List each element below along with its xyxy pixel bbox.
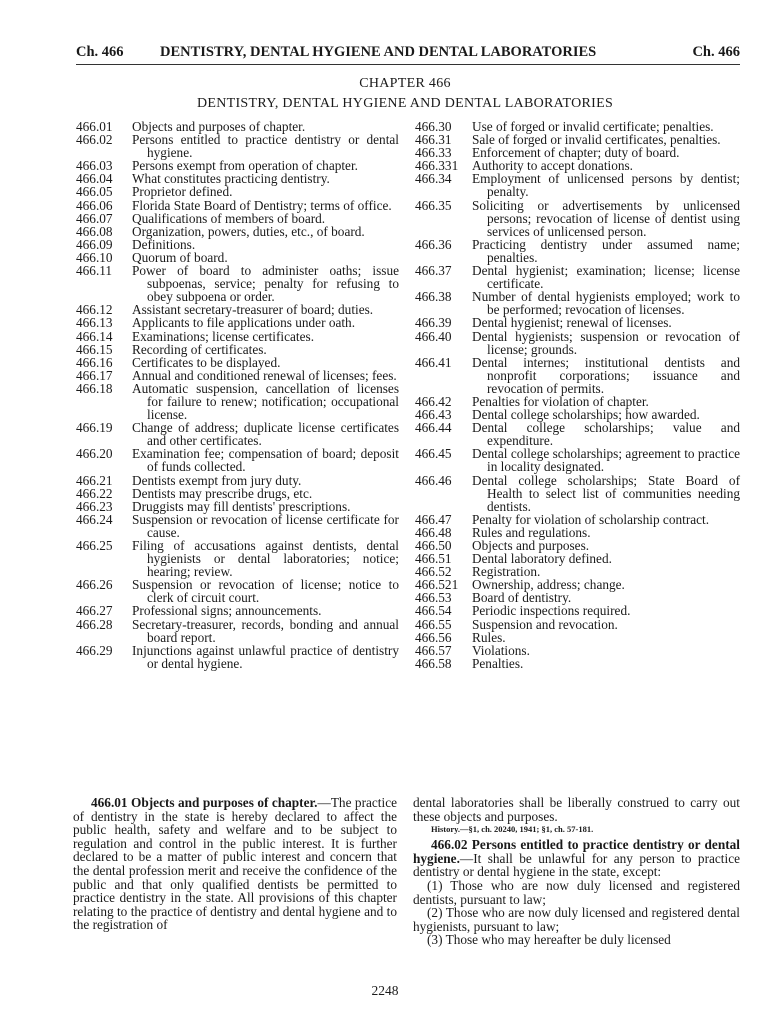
toc-entry: [76, 513, 399, 539]
section-466-02-item-3: (3) Those who may hereafter be duly licensed: [427, 932, 671, 948]
toc-entry: [415, 330, 740, 356]
toc-section-number: 466.35: [415, 197, 452, 213]
toc-section-number: 466.53: [415, 590, 452, 606]
toc-section-number: 466.57: [415, 642, 452, 658]
toc-section-title: Change of address; duplicate license certificates and other certificates.: [132, 420, 399, 449]
toc-section-title: Applicants to file applications under oath.: [132, 315, 356, 331]
toc-section-title: Board of dentistry.: [472, 590, 572, 606]
toc-entry: [76, 356, 399, 369]
toc-entry: [76, 618, 399, 644]
header-rule: [76, 64, 740, 65]
toc-entry: [415, 657, 740, 670]
toc-section-number: 466.33: [415, 145, 452, 161]
toc-section-number: 466.12: [76, 302, 113, 318]
toc-section-title: Rules and regulations.: [472, 524, 591, 540]
toc-section-title: Dental college scholarships; State Board of Health to select list of communities needing dentists.: [472, 472, 740, 514]
toc-section-number: 466.43: [415, 407, 452, 423]
toc-entry: [76, 369, 399, 382]
toc-entry: [76, 539, 399, 578]
toc-entry: [76, 199, 399, 212]
toc-section-number: 466.45: [415, 446, 452, 462]
toc-section-number: 466.02: [76, 132, 113, 148]
toc-section-title: Periodic inspections required.: [472, 603, 631, 619]
toc-section-title: Power of board to administer oaths; issue subpoenas, service; penalty for refusing to obey subpoena or order.: [132, 263, 399, 305]
chapter-title: DENTISTRY, DENTAL HYGIENE AND DENTAL LABORATORIES: [196, 96, 614, 111]
history-note: History.—§1, ch. 20240, 1941; §1, ch. 57-181.: [431, 824, 594, 835]
toc-section-title: Dental hygienist; renewal of licenses.: [472, 315, 672, 331]
toc-section-number: 466.44: [415, 420, 452, 436]
toc-entry: [415, 552, 740, 565]
toc-entry: [76, 185, 399, 198]
toc-section-title: Employment of unlicensed persons by dentist; penalty.: [472, 171, 740, 200]
toc-entry: [415, 513, 740, 526]
toc-entry: [76, 212, 399, 225]
toc-section-number: 466.21: [76, 472, 113, 488]
toc-section-number: 466.27: [76, 603, 113, 619]
header-chapter-right: Ch. 466: [692, 44, 740, 60]
header-title: DENTISTRY, DENTAL HYGIENE AND DENTAL LABORATORIES: [160, 44, 597, 60]
toc-entry: [415, 421, 740, 447]
chapter-number: CHAPTER 466: [359, 76, 451, 91]
toc-entry: [76, 644, 399, 670]
toc-entry: [415, 356, 740, 395]
toc-entry: [415, 238, 740, 264]
toc-section-number: 466.51: [415, 551, 452, 567]
section-466-01-continued: dental laboratories shall be liberally construed to carry out these objects and purposes.: [413, 795, 740, 824]
toc-section-title: Enforcement of chapter; duty of board.: [472, 145, 680, 161]
toc-section-number: 466.09: [76, 236, 113, 252]
toc-section-number: 466.17: [76, 367, 113, 383]
body-right-column: [413, 796, 740, 947]
toc-section-number: 466.06: [76, 197, 113, 213]
section-466-01-paragraph: [73, 796, 397, 932]
em-dash: —: [317, 795, 331, 810]
toc-entry: [415, 474, 740, 513]
toc-section-title: Secretary-treasurer, records, bonding and annual board report.: [132, 616, 399, 645]
section-466-02-item-1: (1) Those who are now duly licensed and registered dentists, pursuant to law;: [413, 877, 740, 907]
toc-entry: [76, 172, 399, 185]
toc-section-title: Suspension and revocation.: [472, 616, 618, 632]
toc-section-title: Authority to accept donations.: [472, 158, 634, 174]
toc-section-title: Number of dental hygienists employed; work to be performed; revocation of licenses.: [472, 289, 740, 318]
toc-section-number: 466.58: [415, 655, 452, 671]
toc-entry: [76, 604, 399, 617]
toc-section-title: Ownership, address; change.: [472, 577, 625, 593]
toc-section-number: 466.03: [76, 158, 113, 174]
toc-entry: [76, 447, 399, 473]
toc-section-number: 466.01: [76, 119, 113, 134]
toc-entry: [415, 578, 740, 591]
toc-section-title: Penalties for violation of chapter.: [472, 393, 649, 409]
toc-section-title: Quorum of board.: [132, 249, 228, 265]
toc-section-number: 466.20: [76, 446, 113, 462]
toc-entry: [76, 238, 399, 251]
toc-entry: [415, 264, 740, 290]
toc-section-title: Examination fee; compensation of board; deposit of funds collected.: [132, 446, 399, 475]
toc-section-title: Penalties.: [472, 655, 524, 671]
toc-section-title: Suspension or revocation of license; notice to clerk of circuit court.: [132, 577, 399, 606]
toc-section-number: 466.18: [76, 380, 113, 396]
toc-section-number: 466.22: [76, 485, 113, 501]
running-header: [76, 44, 740, 64]
toc-entry: [76, 487, 399, 500]
toc-section-title: Violations.: [472, 642, 530, 658]
toc-section-number: 466.07: [76, 210, 113, 226]
toc-section-number: 466.11: [76, 263, 113, 279]
toc-entry: [415, 172, 740, 198]
toc-section-number: 466.521: [415, 577, 459, 593]
toc-entry: [415, 447, 740, 473]
toc-section-title: Recording of certificates.: [132, 341, 267, 357]
section-466-02-heading: 466.02 Persons entitled to practice dentistry or dental hygiene.: [413, 837, 740, 866]
toc-section-number: 466.14: [76, 328, 113, 344]
toc-section-title: Sale of forged or invalid certificates, penalties.: [472, 132, 721, 148]
toc-section-title: Injunctions against unlawful practice of dentistry or dental hygiene.: [132, 642, 399, 671]
toc-section-number: 466.26: [76, 577, 113, 593]
toc-section-title: Rules.: [472, 629, 506, 645]
toc-entry: [415, 618, 740, 631]
section-466-01-heading: 466.01 Objects and purposes of chapter.: [91, 795, 318, 810]
section-466-01-text: The practice of dentistry in the state is hereby declared to affect the public health, safety and welfare and to be subject to regulation and control in the public interest. It is further declared to be a matter of public interest and concern that the dental profession merit and receive the confidence of the public and that only qualified dentists be permitted to practice dentistry in the state. All provisions of this chapter relating to the practice of dentistry and dental hygiene and to the registration of: [73, 795, 397, 933]
toc-section-number: 466.15: [76, 341, 113, 357]
toc-section-title: Dentists may prescribe drugs, etc.: [132, 485, 313, 501]
toc-section-number: 466.38: [415, 289, 452, 305]
toc-section-number: 466.08: [76, 223, 113, 239]
toc-section-title: Proprietor defined.: [132, 184, 233, 200]
toc-section-title: Dental college scholarships; agreement to practice in locality designated.: [472, 446, 740, 475]
toc-section-title: Penalty for violation of scholarship contract.: [472, 511, 710, 527]
toc-section-number: 466.34: [415, 171, 452, 187]
section-466-02-item-2: (2) Those who are now duly licensed and registered dental hygienists, pursuant to law;: [413, 905, 740, 934]
toc-section-title: Definitions.: [132, 236, 196, 252]
toc-section-number: 466.16: [76, 354, 113, 370]
toc-section-title: Persons entitled to practice dentistry or dental hygiene.: [132, 132, 399, 161]
toc-section-number: 466.30: [415, 119, 452, 134]
toc-section-number: 466.52: [415, 564, 452, 580]
em-dash: —: [459, 850, 474, 866]
toc-entry: [415, 290, 740, 316]
toc-section-title: Certificates to be displayed.: [132, 354, 281, 370]
toc-section-number: 466.19: [76, 420, 113, 436]
toc-section-title: Dental internes; institutional dentists and nonprofit corporations; issuance and revocation of permits.: [472, 354, 740, 396]
toc-section-number: 466.37: [415, 263, 452, 279]
toc-section-title: Soliciting or advertisements by unlicensed persons; revocation of license of dentist using services of unlicensed person.: [472, 197, 740, 239]
toc-section-number: 466.56: [415, 629, 452, 645]
toc-section-title: Suspension or revocation of license certificate for cause.: [132, 511, 399, 540]
toc-section-title: Dentists exempt from jury duty.: [132, 472, 302, 488]
header-chapter-left: Ch. 466: [76, 44, 124, 60]
toc-section-title: Florida State Board of Dentistry; terms of office.: [132, 197, 392, 213]
toc-section-number: 466.55: [415, 616, 452, 632]
toc-section-title: Dental hygienist; examination; license; license certificate.: [472, 263, 740, 292]
section-466-02-text: It shall be unlawful for any person to practice dentistry or dental hygiene in the state, except:: [413, 850, 740, 880]
toc-section-number: 466.48: [415, 524, 452, 540]
toc-entry: [76, 578, 399, 604]
toc-section-number: 466.25: [76, 538, 113, 553]
toc-entry: [76, 343, 399, 356]
toc-entry: [415, 631, 740, 644]
toc-section-number: 466.28: [76, 616, 113, 632]
toc-section-number: 466.04: [76, 171, 113, 187]
toc-section-title: Use of forged or invalid certificate; penalties.: [472, 119, 714, 134]
toc-section-number: 466.40: [415, 328, 452, 344]
toc-entry: [415, 644, 740, 657]
toc-section-number: 466.50: [415, 538, 452, 553]
toc-entry: [76, 264, 399, 303]
toc-section-number: 466.47: [415, 511, 452, 527]
toc-section-number: 466.54: [415, 603, 452, 619]
toc-section-title: Examinations; license certificates.: [132, 328, 315, 344]
toc-section-number: 466.46: [415, 472, 452, 488]
toc-entry: [76, 382, 399, 421]
toc-section-title: Qualifications of members of board.: [132, 210, 326, 226]
toc-entry: [76, 421, 399, 447]
section-466-02-paragraph: [413, 838, 740, 879]
toc-section-title: Dental college scholarships; how awarded.: [472, 407, 700, 423]
toc-entry: [415, 604, 740, 617]
toc-section-number: 466.331: [415, 158, 459, 174]
toc-section-title: Automatic suspension, cancellation of licenses for failure to renew; notification; occupational license.: [132, 380, 399, 423]
toc-section-number: 466.29: [76, 642, 113, 658]
toc-section-number: 466.39: [415, 315, 452, 331]
toc-section-title: Dental college scholarships; value and expenditure.: [472, 420, 740, 449]
toc-section-title: Registration.: [472, 564, 541, 580]
toc-entry: [76, 316, 399, 329]
toc-section-number: 466.23: [76, 498, 113, 514]
toc-entry: [76, 225, 399, 238]
toc-entry: [76, 474, 399, 487]
toc-section-title: Organization, powers, duties, etc., of board.: [132, 223, 365, 239]
toc-section-title: Druggists may fill dentists' prescriptions.: [132, 498, 351, 514]
toc-entry: [76, 330, 399, 343]
toc-entry: [415, 199, 740, 238]
toc-section-number: 466.10: [76, 249, 113, 265]
toc-section-number: 466.31: [415, 132, 452, 148]
toc-section-title: Professional signs; announcements.: [132, 603, 322, 619]
toc-entry: [76, 500, 399, 513]
toc-section-title: Filing of accusations against dentists, dental hygienists or dental laboratories; notice; hearing; review.: [132, 538, 399, 580]
toc-section-number: 466.36: [415, 236, 452, 252]
toc-section-title: Persons exempt from operation of chapter.: [132, 158, 358, 174]
toc-right-column: [415, 120, 740, 670]
toc-section-title: Dental hygienists; suspension or revocation of license; grounds.: [472, 328, 740, 357]
toc-section-title: Objects and purposes of chapter.: [132, 119, 306, 134]
toc-section-number: 466.13: [76, 315, 113, 331]
toc-section-number: 466.05: [76, 184, 113, 200]
toc-section-title: What constitutes practicing dentistry.: [132, 171, 330, 187]
toc-section-title: Practicing dentistry under assumed name; penalties.: [472, 236, 740, 265]
toc-section-title: Dental laboratory defined.: [472, 551, 612, 567]
toc-section-number: 466.24: [76, 511, 113, 527]
toc-section-title: Objects and purposes.: [472, 538, 590, 553]
toc-entry: [76, 133, 399, 159]
toc-section-title: Assistant secretary-treasurer of board; duties.: [132, 302, 374, 318]
body-left-column: [73, 796, 397, 932]
toc-section-title: Annual and conditioned renewal of licenses; fees.: [132, 367, 397, 383]
toc-entry: [415, 316, 740, 329]
toc-left-column: [76, 120, 399, 670]
page-number: 2248: [371, 983, 399, 998]
toc-section-number: 466.41: [415, 354, 452, 370]
toc-section-number: 466.42: [415, 393, 452, 409]
